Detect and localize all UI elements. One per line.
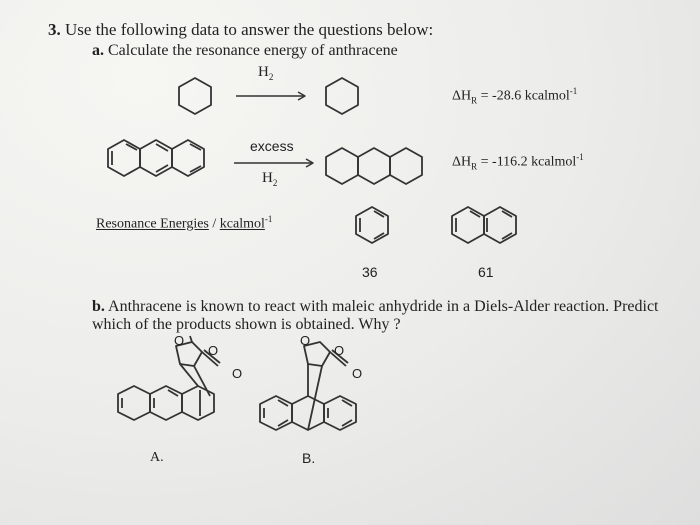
part-a-label: a. [92, 42, 104, 59]
resonance-energies-label: Resonance Energies / kcalmol$^{-1}$ [96, 214, 273, 232]
product-b-oxygen-carbonyl: O [300, 333, 311, 348]
part-b-line1 [92, 298, 659, 316]
product-a-label: A. [150, 450, 164, 465]
reaction2-reagent-excess: excess [250, 138, 294, 154]
product-a-oxygen-carbonyl: O [174, 333, 185, 348]
naphthalene-structure [448, 205, 526, 245]
part-b-text-line1: Anthracene is known to react with maleic anhydride in a Diels-Alder reaction. Predict [108, 298, 659, 315]
benzene-structure [175, 76, 215, 116]
perhydroanthracene-structure [322, 146, 434, 186]
part-b-label: b. [92, 298, 105, 315]
product-a-oxygen-ring: O [208, 343, 219, 358]
part-a-heading [92, 42, 398, 60]
product-a-structure [100, 338, 243, 448]
question-number: 3. [48, 20, 61, 39]
naphthalene-resonance-value: 61 [478, 264, 494, 280]
product-b-label: B. [302, 450, 316, 466]
question-header [48, 20, 433, 40]
reaction2-reagent: $H_2$ [262, 170, 278, 188]
reaction2-enthalpy: $\Delta H_R = -116.2$ kcalmol$^{-1}$ [452, 152, 584, 172]
cyclohexane-structure [322, 76, 362, 116]
reaction1-arrow [236, 90, 308, 102]
product-a-oxygen-lower: O [232, 366, 243, 381]
part-b-line2: which of the products shown is obtained. Why ? [92, 316, 401, 333]
reaction1-enthalpy: $\Delta H_R = -28.6$ kcalmol$^{-1}$ [452, 86, 578, 106]
product-b-oxygen-lower: O [352, 366, 363, 381]
reaction2-arrow [234, 157, 316, 169]
anthracene-structure [104, 138, 216, 178]
product-b-oxygen-ring: O [334, 343, 345, 358]
product-b-structure [252, 338, 392, 448]
part-a-text: Calculate the resonance energy of anthracene [108, 42, 398, 59]
reaction1-reagent: $H_2$ [258, 64, 274, 82]
benzene-reference-structure [352, 205, 392, 245]
benzene-resonance-value: 36 [362, 264, 378, 280]
question-intro: Use the following data to answer the questions below: [65, 20, 434, 39]
